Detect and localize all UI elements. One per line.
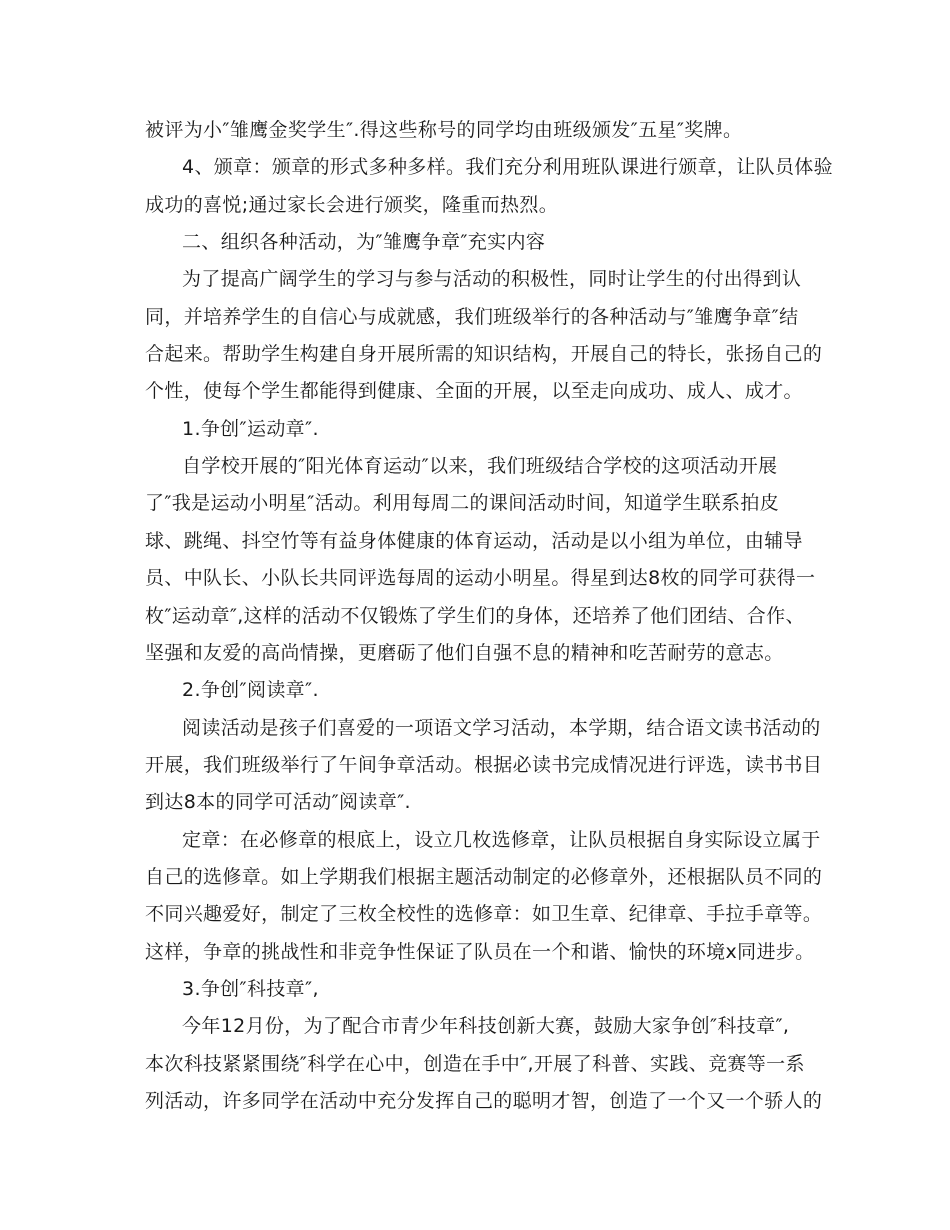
text-line: 个性，使每个学生都能得到健康、全面的开展，以至走向成功、成人、成才。: [145, 380, 803, 402]
subsection-heading: 2.争创″阅读章″.: [182, 679, 319, 701]
text-line: 被评为小″雏鹰金奖学生″.得这些称号的同学均由班级颁发″五星″奖牌。: [145, 119, 743, 141]
text-line: 本次科技紧紧围绕″科学在心中，创造在手中″,开展了科普、实践、竞赛等一系: [145, 1053, 805, 1075]
text-line: 成功的喜悦;通过家长会进行颁奖，隆重而热烈。: [145, 194, 559, 216]
text-line: 到达8本的同学可活动″阅读章″.: [145, 791, 411, 813]
text-line: 这样，争章的挑战性和非竞争性保证了队员在一个和谐、愉快的环境x同进步。: [145, 941, 815, 963]
text-line: 为了提高广阔学生的学习与参与活动的积极性，同时让学生的付出得到认: [182, 268, 802, 290]
text-line: 坚强和友爱的高尚情操，更磨砺了他们自强不息的精神和吃苦耐劳的意志。: [145, 642, 784, 664]
text-line: 枚″运动章″,这样的活动不仅锻炼了学生们的身体，还培养了他们团结、合作、: [145, 605, 805, 627]
text-line: 同，并培养学生的自信心与成就感，我们班级举行的各种活动与″雏鹰争章″结: [145, 306, 799, 328]
text-line: 自学校开展的″阳光体育运动″以来，我们班级结合学校的这项活动开展: [182, 455, 778, 477]
text-line: 不同兴趣爱好，制定了三枚全校性的选修章：如卫生章、纪律章、手拉手章等。: [145, 903, 823, 925]
subsection-heading: 1.争创″运动章″.: [182, 418, 319, 440]
text-line: 了″我是运动小明星″活动。利用每周二的课间活动时间，知道学生联系拍皮: [145, 492, 780, 514]
text-line: 开展，我们班级举行了午间争章活动。根据必读书完成情况进行评选，读书书目: [145, 754, 823, 776]
text-line: 球、跳绳、抖空竹等有益身体健康的体育运动，活动是以小组为单位，由辅导: [145, 530, 803, 552]
text-line: 阅读活动是孩子们喜爱的一项语文学习活动，本学期，结合语文读书活动的: [182, 717, 821, 739]
subsection-heading: 3.争创″科技章″,: [182, 978, 319, 1000]
text-line: 4、颁章：颁章的形式多种多样。我们充分利用班队课进行颁章，让队员体验: [182, 156, 833, 178]
text-line: 自己的选修章。如上学期我们根据主题活动制定的必修章外，还根据队员不同的: [145, 866, 823, 888]
text-line: 员、中队长、小队长共同评选每周的运动小明星。得星到达8枚的同学可获得一: [145, 567, 816, 589]
text-line: 今年12月份，为了配合市青少年科技创新大赛，鼓励大家争创″科技章″,: [182, 1015, 790, 1037]
text-line: 定章：在必修章的根底上，设立几枚选修章，让队员根据自身实际设立属于: [182, 829, 821, 851]
section-heading: 二、组织各种活动，为″雏鹰争章″充实内容: [182, 231, 546, 253]
text-line: 合起来。帮助学生构建自身开展所需的知识结构，开展自己的特长，张扬自己的: [145, 343, 823, 365]
text-line: 列活动，许多同学在活动中充分发挥自己的聪明才智，创造了一个又一个骄人的: [145, 1090, 823, 1112]
